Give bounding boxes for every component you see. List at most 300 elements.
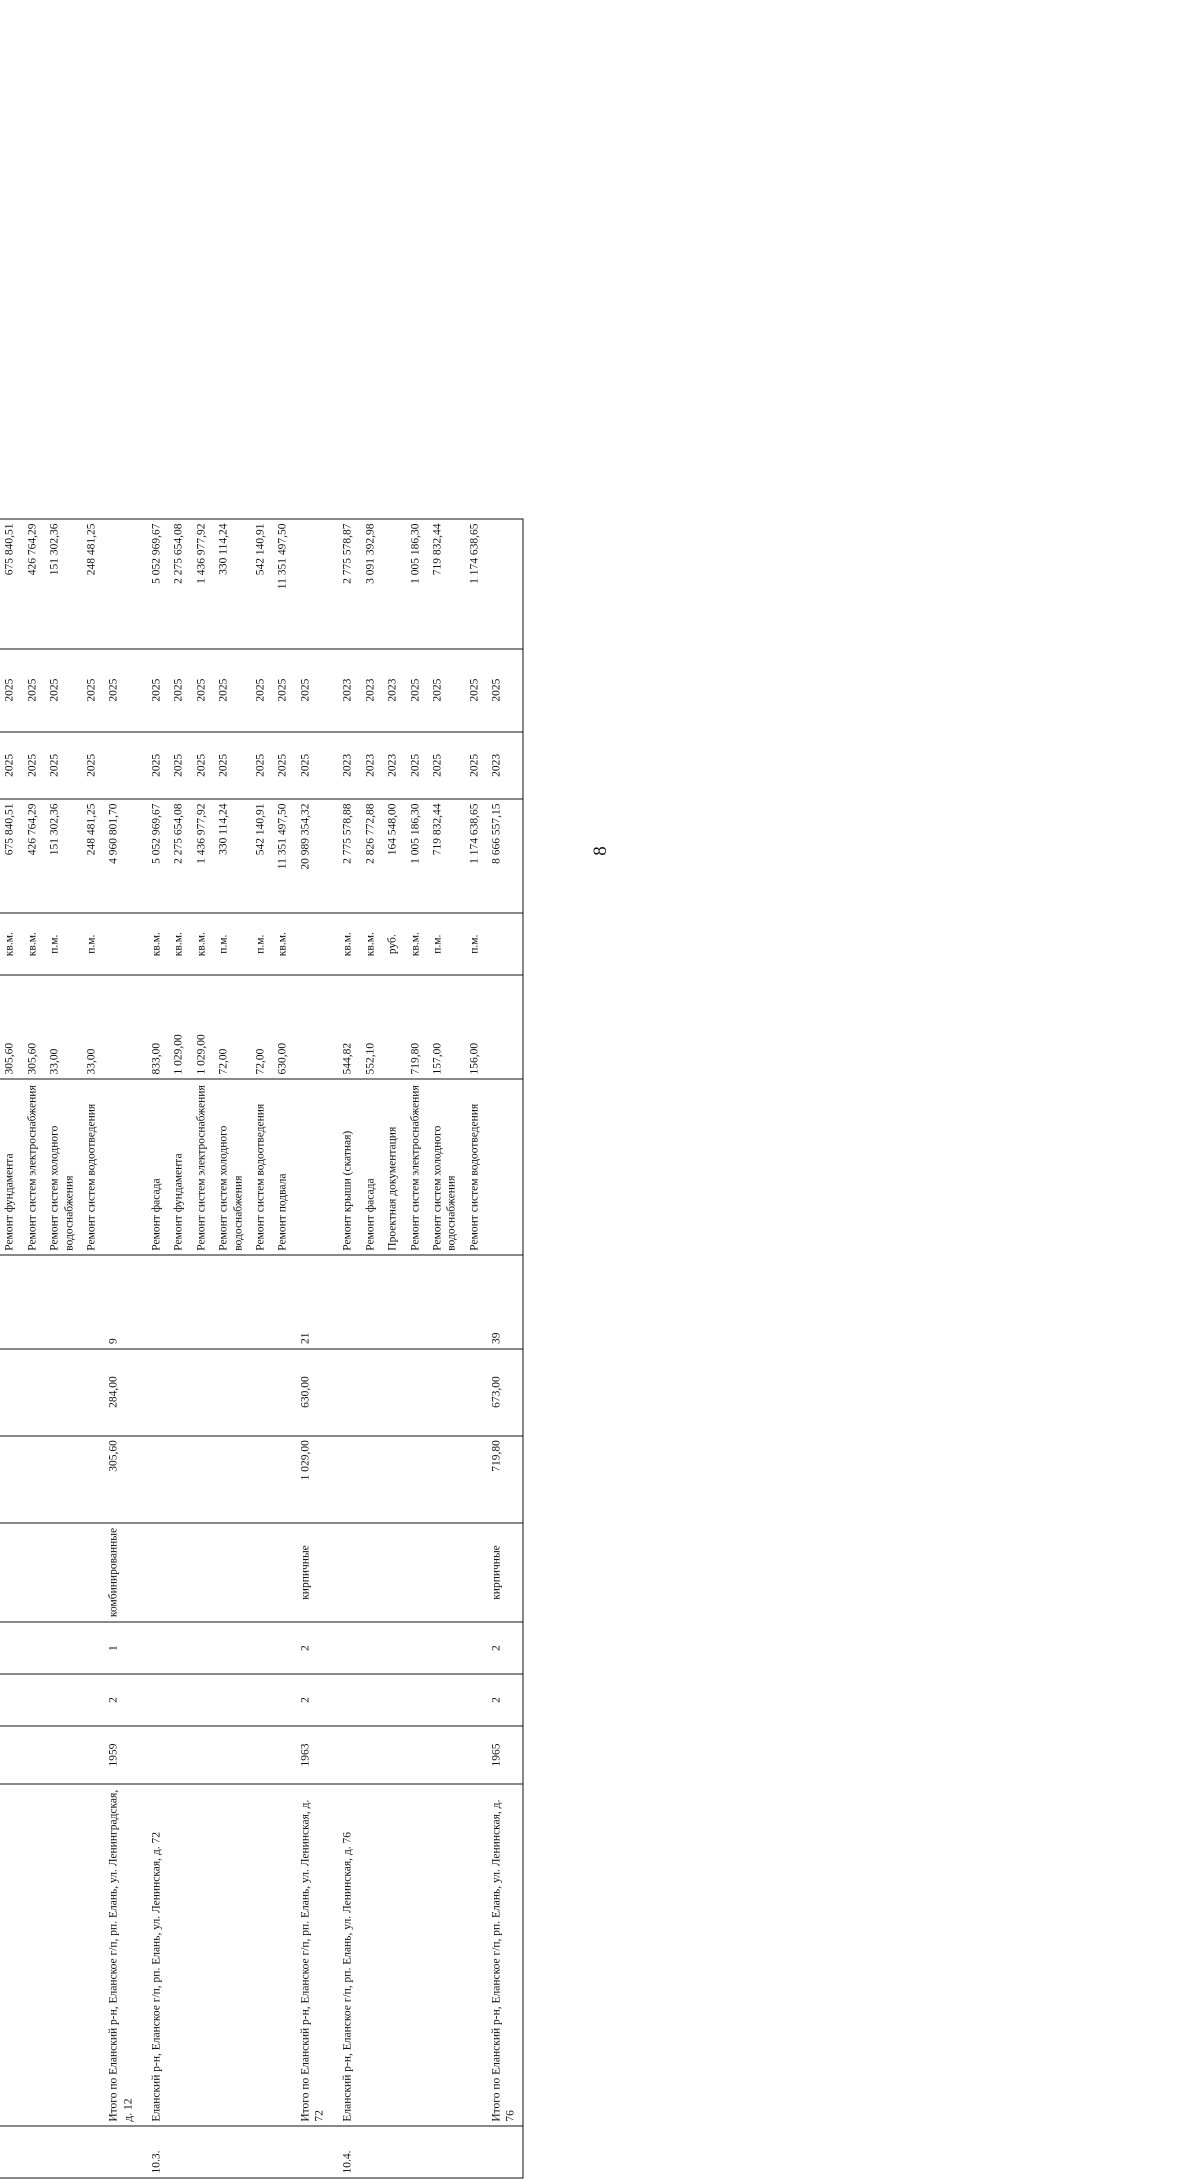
work-type-cell: Ремонт систем холодного водоснабжения: [213, 1079, 250, 1255]
address-cell: Еланский р-н, Еланское г/п, рп. Елань, ул. Ленинская, д. 72: [140, 1784, 168, 2126]
planned-year-cell: 2025: [140, 732, 168, 799]
floors-cell: 2: [486, 1674, 523, 1726]
work-type-cell: Ремонт фасада: [140, 1079, 168, 1255]
entrances-cell: [249, 1622, 271, 1674]
work-volume-cell: [294, 975, 331, 1079]
completion-year-cell: 2025: [80, 649, 102, 732]
wall-material-cell: [272, 1523, 294, 1623]
unit-cell: кв.м.: [140, 913, 168, 975]
unit-cell: [294, 913, 331, 975]
wall-material-cell: [80, 1523, 102, 1623]
planned-cost-cell: 8 666 557,15: [486, 799, 523, 913]
wall-material-cell: [0, 1523, 21, 1623]
wall-material-cell: комбинированные: [103, 1523, 140, 1623]
residents-cell: 39: [486, 1255, 523, 1348]
year-built-cell: [168, 1726, 190, 1784]
entrances-cell: [463, 1622, 485, 1674]
limit-cost-cell: 2 275 654,08: [168, 519, 190, 649]
completion-year-cell: 2025: [103, 649, 140, 732]
residents-cell: [140, 1255, 168, 1348]
work-volume-cell: 72,00: [249, 975, 271, 1079]
floors-cell: [140, 1674, 168, 1726]
total-area-cell: [213, 1436, 250, 1523]
floors-cell: 2: [103, 1674, 140, 1726]
floors-cell: [249, 1674, 271, 1726]
wall-material-cell: [359, 1523, 381, 1623]
floors-cell: [272, 1674, 294, 1726]
residents-cell: [168, 1255, 190, 1348]
work-type-cell: Ремонт систем водоотведения: [80, 1079, 102, 1255]
work-volume-cell: 33,00: [44, 975, 81, 1079]
wall-material-cell: [463, 1523, 485, 1623]
completion-year-cell: 2025: [404, 649, 426, 732]
work-type-cell: Ремонт систем холодного водоснабжения: [426, 1079, 463, 1255]
year-built-cell: [213, 1726, 250, 1784]
wall-material-cell: [21, 1523, 43, 1623]
wall-material-cell: [190, 1523, 212, 1623]
work-type-cell: Ремонт крыши (скатная): [331, 1079, 359, 1255]
work-volume-cell: 630,00: [272, 975, 294, 1079]
completion-year-cell: 2025: [168, 649, 190, 732]
limit-cost-cell: 426 764,29: [21, 519, 43, 649]
floors-cell: [190, 1674, 212, 1726]
work-type-cell: Ремонт подвала: [272, 1079, 294, 1255]
address-cell: [463, 1784, 485, 2126]
table-row: [331, 519, 359, 2178]
year-built-cell: [44, 1726, 81, 1784]
planned-year-cell: 2025: [272, 732, 294, 799]
limit-cost-cell: 542 140,91: [249, 519, 271, 649]
completion-year-cell: 2025: [486, 649, 523, 732]
planned-year-cell: 2025: [294, 732, 331, 799]
completion-year-cell: 2025: [463, 649, 485, 732]
work-type-cell: Ремонт фундамента: [168, 1079, 190, 1255]
unit-cell: п.м.: [44, 913, 81, 975]
address-cell: [426, 1784, 463, 2126]
planned-cost-cell: 1 436 977,92: [190, 799, 212, 913]
page-number: 8: [590, 846, 611, 856]
floors-cell: [404, 1674, 426, 1726]
address-cell: [190, 1784, 212, 2126]
entrances-cell: [21, 1622, 43, 1674]
table-row: [404, 519, 426, 2178]
total-area-cell: [359, 1436, 381, 1523]
row-number-cell: [0, 2126, 21, 2178]
work-volume-cell: 719,80: [404, 975, 426, 1079]
work-volume-cell: 156,00: [463, 975, 485, 1079]
rooms-area-cell: 630,00: [294, 1349, 331, 1436]
planned-cost-cell: 675 840,51: [0, 799, 21, 913]
total-area-cell: 305,60: [103, 1436, 140, 1523]
completion-year-cell: 2025: [272, 649, 294, 732]
planned-cost-cell: 4 960 801,70: [103, 799, 140, 913]
planned-cost-cell: 2 775 578,88: [331, 799, 359, 913]
row-number-cell: 10.4.: [331, 2126, 359, 2178]
unit-cell: п.м.: [463, 913, 485, 975]
planned-cost-cell: 11 351 497,50: [272, 799, 294, 913]
address-cell: [404, 1784, 426, 2126]
entrances-cell: [272, 1622, 294, 1674]
limit-cost-cell: 675 840,51: [0, 519, 21, 649]
work-type-cell: Ремонт фундамента: [0, 1079, 21, 1255]
unit-cell: кв.м.: [190, 913, 212, 975]
limit-cost-cell: 1 436 977,92: [190, 519, 212, 649]
entrances-cell: [213, 1622, 250, 1674]
planned-year-cell: 2025: [249, 732, 271, 799]
residents-cell: 21: [294, 1255, 331, 1348]
total-area-cell: 1 029,00: [294, 1436, 331, 1523]
planned-cost-cell: 248 481,25: [80, 799, 102, 913]
limit-cost-cell: [382, 519, 404, 649]
planned-year-cell: 2023: [359, 732, 381, 799]
rooms-area-cell: [404, 1349, 426, 1436]
limit-cost-cell: 5 052 969,67: [140, 519, 168, 649]
planned-cost-cell: 5 052 969,67: [140, 799, 168, 913]
row-number-cell: [103, 2126, 140, 2178]
table-row: [44, 519, 81, 2178]
total-area-cell: [463, 1436, 485, 1523]
residents-cell: [404, 1255, 426, 1348]
year-built-cell: [80, 1726, 102, 1784]
planned-year-cell: 2025: [190, 732, 212, 799]
residents-cell: [331, 1255, 359, 1348]
planned-cost-cell: 20 989 354,32: [294, 799, 331, 913]
limit-cost-cell: 1 005 186,30: [404, 519, 426, 649]
completion-year-cell: 2025: [213, 649, 250, 732]
row-number-cell: [382, 2126, 404, 2178]
completion-year-cell: 2025: [44, 649, 81, 732]
table-row: [426, 519, 463, 2178]
capital-repair-table: [0, 519, 523, 2179]
row-number-cell: [463, 2126, 485, 2178]
entrances-cell: 2: [486, 1622, 523, 1674]
rooms-area-cell: [44, 1349, 81, 1436]
entrances-cell: [190, 1622, 212, 1674]
table-row: [486, 519, 523, 2178]
year-built-cell: [463, 1726, 485, 1784]
unit-cell: п.м.: [249, 913, 271, 975]
rooms-area-cell: [213, 1349, 250, 1436]
entrances-cell: [426, 1622, 463, 1674]
unit-cell: кв.м.: [359, 913, 381, 975]
wall-material-cell: [168, 1523, 190, 1623]
year-built-cell: [404, 1726, 426, 1784]
row-number-cell: [272, 2126, 294, 2178]
row-number-cell: [426, 2126, 463, 2178]
wall-material-cell: [213, 1523, 250, 1623]
floors-cell: [426, 1674, 463, 1726]
total-area-cell: [190, 1436, 212, 1523]
wall-material-cell: [331, 1523, 359, 1623]
entrances-cell: [80, 1622, 102, 1674]
total-area-cell: [249, 1436, 271, 1523]
rooms-area-cell: [463, 1349, 485, 1436]
row-number-cell: [486, 2126, 523, 2178]
floors-cell: [331, 1674, 359, 1726]
floors-cell: [0, 1674, 21, 1726]
work-type-cell: Проектная документация: [382, 1079, 404, 1255]
year-built-cell: [272, 1726, 294, 1784]
wall-material-cell: [382, 1523, 404, 1623]
planned-cost-cell: 1 174 638,65: [463, 799, 485, 913]
residents-cell: [272, 1255, 294, 1348]
planned-year-cell: 2025: [463, 732, 485, 799]
planned-cost-cell: 164 548,00: [382, 799, 404, 913]
rooms-area-cell: [272, 1349, 294, 1436]
wall-material-cell: кирпичные: [294, 1523, 331, 1623]
residents-cell: [382, 1255, 404, 1348]
limit-cost-cell: 151 302,36: [44, 519, 81, 649]
work-volume-cell: 552,10: [359, 975, 381, 1079]
completion-year-cell: 2023: [359, 649, 381, 732]
address-cell: Итого по Еланский р-н, Еланское г/п, рп. Елань, ул. Ленинская, д. 76: [486, 1784, 523, 2126]
table-row: [294, 519, 331, 2178]
total-area-cell: [426, 1436, 463, 1523]
planned-cost-cell: 1 005 186,30: [404, 799, 426, 913]
residents-cell: [426, 1255, 463, 1348]
rooms-area-cell: [0, 1349, 21, 1436]
planned-cost-cell: 719 832,44: [426, 799, 463, 913]
completion-year-cell: 2025: [190, 649, 212, 732]
total-area-cell: [382, 1436, 404, 1523]
year-built-cell: [359, 1726, 381, 1784]
unit-cell: кв.м.: [404, 913, 426, 975]
rooms-area-cell: [140, 1349, 168, 1436]
work-type-cell: [294, 1079, 331, 1255]
floors-cell: [21, 1674, 43, 1726]
row-number-cell: [190, 2126, 212, 2178]
wall-material-cell: кирпичные: [486, 1523, 523, 1623]
residents-cell: [80, 1255, 102, 1348]
table-row: [168, 519, 190, 2178]
work-volume-cell: 1 029,00: [168, 975, 190, 1079]
planned-year-cell: 2025: [404, 732, 426, 799]
rooms-area-cell: [331, 1349, 359, 1436]
table-row: [272, 519, 294, 2178]
address-cell: Итого по Еланский р-н, Еланское г/п, рп. Елань, ул. Ленинская, д. 72: [294, 1784, 331, 2126]
address-cell: [44, 1784, 81, 2126]
year-built-cell: 1959: [103, 1726, 140, 1784]
address-cell: [21, 1784, 43, 2126]
rooms-area-cell: 673,00: [486, 1349, 523, 1436]
entrances-cell: 1: [103, 1622, 140, 1674]
planned-cost-cell: 2 275 654,08: [168, 799, 190, 913]
floors-cell: [80, 1674, 102, 1726]
completion-year-cell: 2025: [294, 649, 331, 732]
address-cell: [359, 1784, 381, 2126]
unit-cell: п.м.: [213, 913, 250, 975]
rooms-area-cell: [359, 1349, 381, 1436]
rooms-area-cell: [80, 1349, 102, 1436]
completion-year-cell: 2025: [0, 649, 21, 732]
work-volume-cell: [103, 975, 140, 1079]
completion-year-cell: 2025: [426, 649, 463, 732]
planned-cost-cell: 542 140,91: [249, 799, 271, 913]
work-type-cell: Ремонт систем электроснабжения: [190, 1079, 212, 1255]
rooms-area-cell: [249, 1349, 271, 1436]
row-number-cell: 10.3.: [140, 2126, 168, 2178]
floors-cell: [359, 1674, 381, 1726]
address-cell: Итого по Еланский р-н, Еланское г/п, рп. Елань, ул. Ленинградская, д. 12: [103, 1784, 140, 2126]
residents-cell: [359, 1255, 381, 1348]
work-type-cell: [486, 1079, 523, 1255]
total-area-cell: 719,80: [486, 1436, 523, 1523]
work-volume-cell: 1 029,00: [190, 975, 212, 1079]
work-volume-cell: 157,00: [426, 975, 463, 1079]
table-row: [140, 519, 168, 2178]
planned-cost-cell: 426 764,29: [21, 799, 43, 913]
unit-cell: кв.м.: [168, 913, 190, 975]
entrances-cell: [331, 1622, 359, 1674]
table-row: [213, 519, 250, 2178]
table-row: [21, 519, 43, 2178]
entrances-cell: [0, 1622, 21, 1674]
total-area-cell: [140, 1436, 168, 1523]
entrances-cell: [404, 1622, 426, 1674]
year-built-cell: 1963: [294, 1726, 331, 1784]
wall-material-cell: [404, 1523, 426, 1623]
address-cell: [213, 1784, 250, 2126]
year-built-cell: [382, 1726, 404, 1784]
row-number-cell: [44, 2126, 81, 2178]
work-volume-cell: 305,60: [21, 975, 43, 1079]
floors-cell: [168, 1674, 190, 1726]
document-sheet: [0, 519, 817, 2179]
work-type-cell: Ремонт систем электроснабжения: [404, 1079, 426, 1255]
limit-cost-cell: 3 091 392,98: [359, 519, 381, 649]
table-row: [382, 519, 404, 2178]
residents-cell: [21, 1255, 43, 1348]
unit-cell: кв.м.: [21, 913, 43, 975]
total-area-cell: [80, 1436, 102, 1523]
entrances-cell: [168, 1622, 190, 1674]
floors-cell: [44, 1674, 81, 1726]
limit-cost-cell: [103, 519, 140, 649]
entrances-cell: 2: [294, 1622, 331, 1674]
entrances-cell: [140, 1622, 168, 1674]
row-number-cell: [404, 2126, 426, 2178]
total-area-cell: [44, 1436, 81, 1523]
address-cell: [80, 1784, 102, 2126]
unit-cell: руб.: [382, 913, 404, 975]
planned-cost-cell: 330 114,24: [213, 799, 250, 913]
row-number-cell: [294, 2126, 331, 2178]
floors-cell: 2: [294, 1674, 331, 1726]
year-built-cell: [249, 1726, 271, 1784]
floors-cell: [382, 1674, 404, 1726]
row-number-cell: [21, 2126, 43, 2178]
residents-cell: [249, 1255, 271, 1348]
unit-cell: кв.м.: [272, 913, 294, 975]
unit-cell: кв.м.: [0, 913, 21, 975]
table-row: [190, 519, 212, 2178]
row-number-cell: [168, 2126, 190, 2178]
table-row: [463, 519, 485, 2178]
completion-year-cell: 2023: [382, 649, 404, 732]
row-number-cell: [213, 2126, 250, 2178]
address-cell: Еланский р-н, Еланское г/п, рп. Елань, ул. Ленинская, д. 76: [331, 1784, 359, 2126]
total-area-cell: [21, 1436, 43, 1523]
unit-cell: кв.м.: [331, 913, 359, 975]
work-type-cell: [103, 1079, 140, 1255]
residents-cell: [213, 1255, 250, 1348]
limit-cost-cell: [294, 519, 331, 649]
total-area-cell: [331, 1436, 359, 1523]
year-built-cell: [21, 1726, 43, 1784]
completion-year-cell: 2025: [140, 649, 168, 732]
unit-cell: [103, 913, 140, 975]
limit-cost-cell: [486, 519, 523, 649]
address-cell: [0, 1784, 21, 2126]
total-area-cell: [0, 1436, 21, 1523]
entrances-cell: [359, 1622, 381, 1674]
work-type-cell: Ремонт систем водоотведения: [463, 1079, 485, 1255]
rooms-area-cell: [426, 1349, 463, 1436]
planned-cost-cell: 151 302,36: [44, 799, 81, 913]
floors-cell: [213, 1674, 250, 1726]
table-row: [103, 519, 140, 2178]
work-volume-cell: 305,60: [0, 975, 21, 1079]
year-built-cell: [190, 1726, 212, 1784]
address-cell: [272, 1784, 294, 2126]
work-type-cell: Ремонт систем электроснабжения: [21, 1079, 43, 1255]
rooms-area-cell: 284,00: [103, 1349, 140, 1436]
row-number-cell: [249, 2126, 271, 2178]
work-volume-cell: 33,00: [80, 975, 102, 1079]
planned-year-cell: 2025: [0, 732, 21, 799]
entrances-cell: [382, 1622, 404, 1674]
planned-year-cell: 2025: [44, 732, 81, 799]
work-volume-cell: 833,00: [140, 975, 168, 1079]
rooms-area-cell: [168, 1349, 190, 1436]
planned-year-cell: 2025: [80, 732, 102, 799]
rooms-area-cell: [190, 1349, 212, 1436]
floors-cell: [463, 1674, 485, 1726]
work-volume-cell: 544,82: [331, 975, 359, 1079]
unit-cell: [486, 913, 523, 975]
table-row: [359, 519, 381, 2178]
residents-cell: [0, 1255, 21, 1348]
entrances-cell: [44, 1622, 81, 1674]
table-row: [0, 519, 21, 2178]
year-built-cell: [0, 1726, 21, 1784]
limit-cost-cell: 11 351 497,50: [272, 519, 294, 649]
planned-year-cell: 2025: [213, 732, 250, 799]
limit-cost-cell: 1 174 638,65: [463, 519, 485, 649]
residents-cell: [463, 1255, 485, 1348]
year-built-cell: [140, 1726, 168, 1784]
wall-material-cell: [140, 1523, 168, 1623]
address-cell: [382, 1784, 404, 2126]
wall-material-cell: [249, 1523, 271, 1623]
row-number-cell: [80, 2126, 102, 2178]
completion-year-cell: 2023: [331, 649, 359, 732]
residents-cell: [190, 1255, 212, 1348]
planned-year-cell: 2025: [168, 732, 190, 799]
planned-cost-cell: 2 826 772,88: [359, 799, 381, 913]
planned-year-cell: 2023: [382, 732, 404, 799]
wall-material-cell: [44, 1523, 81, 1623]
limit-cost-cell: 2 775 578,87: [331, 519, 359, 649]
work-volume-cell: [486, 975, 523, 1079]
table-body: [0, 519, 523, 2178]
planned-year-cell: 2023: [486, 732, 523, 799]
year-built-cell: [426, 1726, 463, 1784]
rooms-area-cell: [382, 1349, 404, 1436]
work-volume-cell: [382, 975, 404, 1079]
work-type-cell: Ремонт систем холодного водоснабжения: [44, 1079, 81, 1255]
completion-year-cell: 2025: [21, 649, 43, 732]
